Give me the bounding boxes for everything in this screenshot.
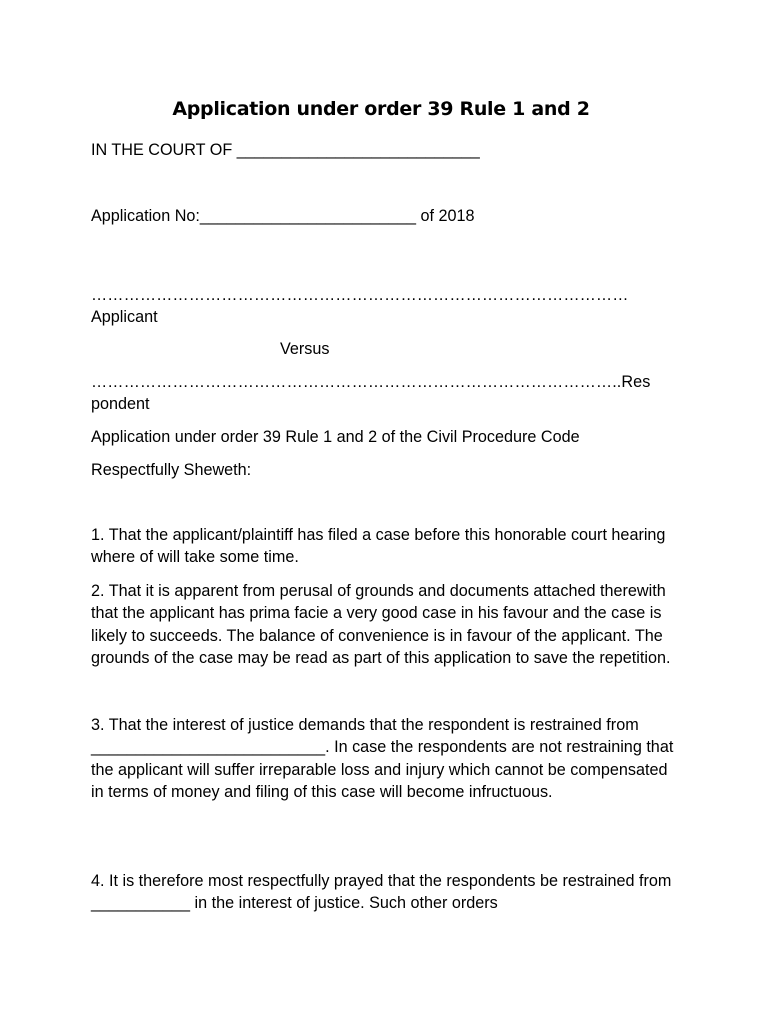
paragraph-4: 4. It is therefore most respectfully prayed that the respondents be restrained from ___________ in the interest of justice. Such other orders <box>91 872 672 913</box>
paragraph-3: 3. That the interest of justice demands that the respondent is restrained from __________________________. In case the respondents are not restraining that the applicant will suffer irreparable loss and injury which cannot be compensated in terms of money and filing of this case will become infructuous. <box>91 716 674 802</box>
document-title: Application under order 39 Rule 1 and 2 <box>172 98 590 120</box>
versus-label: Versus <box>280 340 330 358</box>
respondent-label-wrap: pondent <box>91 395 150 413</box>
salutation: Respectfully Sheweth: <box>91 461 252 479</box>
application-number-line: Application No:________________________ of 2018 <box>91 207 475 225</box>
respondent-dotted-line: ……………………………………………………………………………………..Res <box>91 373 651 391</box>
application-subject: Application under order 39 Rule 1 and 2 of the Civil Procedure Code <box>91 428 580 446</box>
paragraph-1: 1. That the applicant/plaintiff has filed a case before this honorable court hearing where of will take some time. <box>91 526 666 567</box>
paragraph-2: 2. That it is apparent from perusal of grounds and documents attached therewith that the applicant has prima facie a very good case in his favour and the case is likely to succeeds. The balance of convenience is in favour of the applicant. The grounds of the case may be read as part of this application to save the repetition. <box>91 582 671 668</box>
court-line: IN THE COURT OF ___________________________ <box>91 141 480 159</box>
applicant-label: Applicant <box>91 308 158 326</box>
applicant-dotted-line: ……………………………………………………………………………………… <box>91 286 629 304</box>
